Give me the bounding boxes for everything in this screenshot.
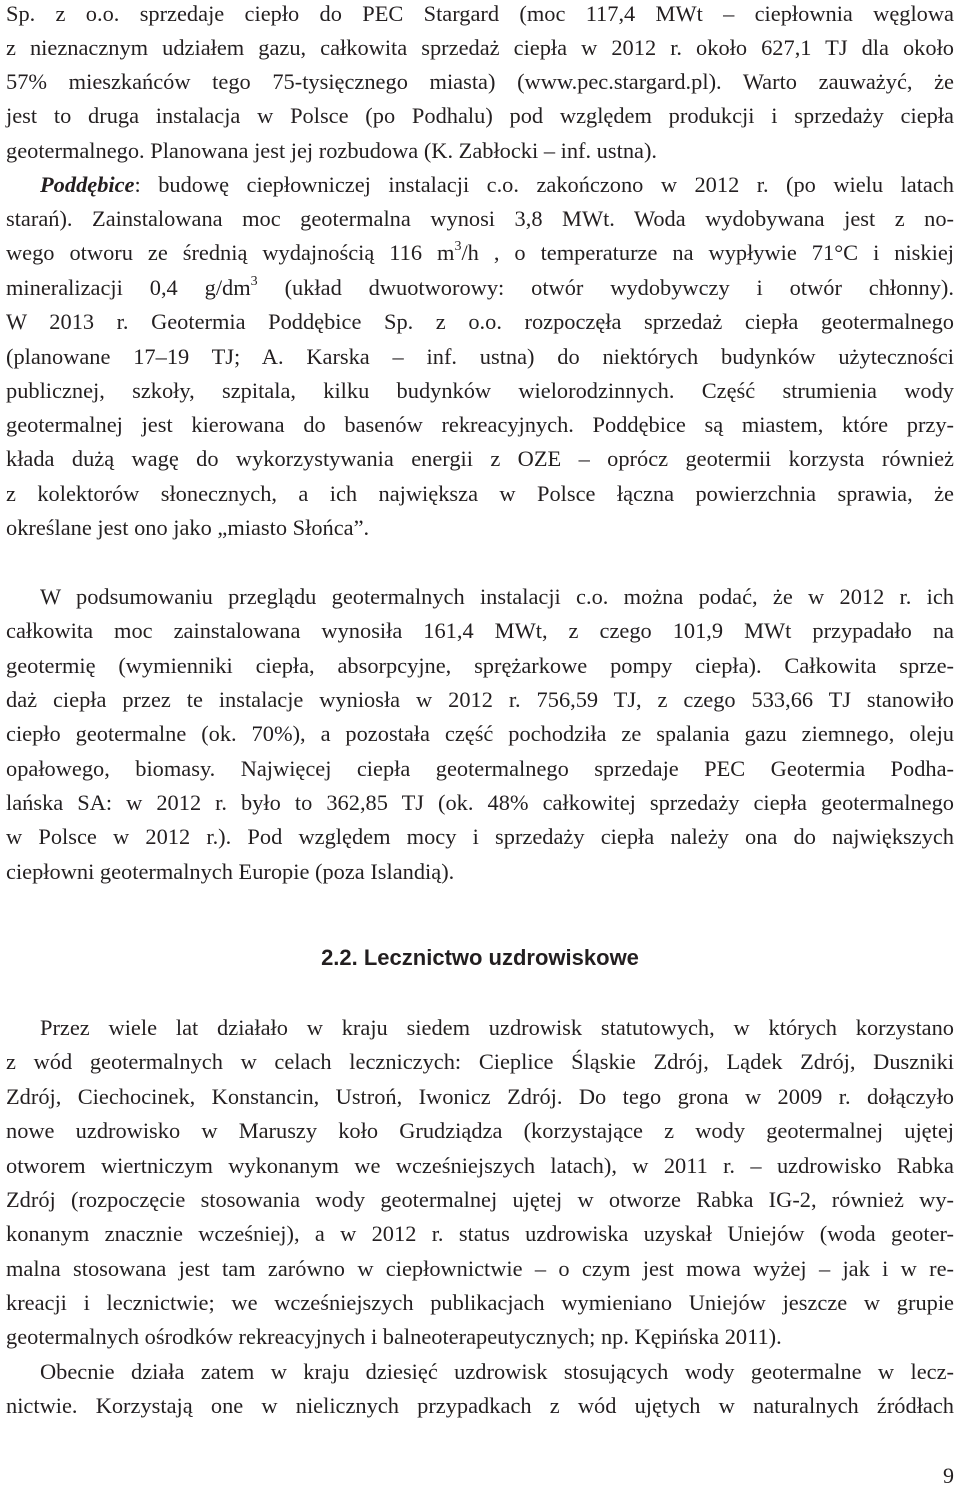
paragraph-line: nictwie. Korzystają one w nielicznych przypadkach z wód ujętych w naturalnych źródłach (6, 1393, 954, 1418)
paragraph-line: Zdrój (rozpoczęcie stosowania wody geotermalnej ujętej w otworze Rabka IG-2, również wy- (6, 1187, 954, 1212)
paragraph-line: 57% mieszkańców tego 75-tysięcznego miasta) (www.pec.stargard.pl). Warto zauważyć, że (6, 69, 954, 94)
paragraph-line: geotermię (wymienniki ciepła, absorpcyjne, sprężarkowe pompy ciepła). Całkowita sprze- (6, 653, 954, 678)
page-number: 9 (943, 1463, 954, 1488)
paragraph-line: geotermalnego. Planowana jest jej rozbudowa (K. Zabłocki – inf. ustna). (6, 138, 658, 163)
paragraph-line: geotermalnych ośrodków rekreacyjnych i balneoterapeutycznych; np. Kępińska 2011). (6, 1324, 782, 1349)
paragraph-line (6, 271, 954, 305)
paragraph-line (6, 168, 954, 202)
paragraph-line: W 2013 r. Geotermia Poddębice Sp. z o.o. rozpoczęła sprzedaż ciepła geotermalnego (6, 309, 954, 334)
paragraph-line: Obecnie działa zatem w kraju dziesięć uzdrowisk stosujących wody geotermalne w lecz- (40, 1359, 954, 1384)
paragraph-line: opałowego, biomasy. Najwięcej ciepła geotermalnego sprzedaje PEC Geotermia Podha- (6, 756, 954, 781)
paragraph-line: otworem wiertniczym wykonanym we wcześniejszych latach), w 2011 r. – uzdrowisko Rabka (6, 1153, 954, 1178)
paragraph-line: Sp. z o.o. sprzedaje ciepło do PEC Stargard (moc 117,4 MWt – ciepłownia węglowa (6, 1, 954, 26)
superscript: 3 (250, 273, 258, 289)
paragraph-line: z kolektorów słonecznych, a ich największa w Polsce łączna powierzchnia sprawia, że (6, 481, 954, 506)
paragraph-line: W podsumowaniu przeglądu geotermalnych instalacji c.o. można podać, że w 2012 r. ich (40, 584, 954, 609)
paragraph-line: nowe uzdrowisko w Maruszy koło Grudziądza (korzystające z wody geotermalnej ujętej (6, 1118, 954, 1143)
paragraph-line: całkowita moc zainstalowana wynosiła 161,4 MWt, z czego 101,9 MWt przypadało na (6, 618, 954, 643)
paragraph-line: w Polsce w 2012 r.). Pod względem mocy i sprzedaży ciepła należy ona do największych (6, 824, 954, 849)
paragraph-text: (układ dwuotworowy: otwór wydobywczy i otwór chłonny). (257, 275, 954, 300)
paragraph-line: malna stosowana jest tam zarówno w ciepłownictwie – o czym jest mowa wyżej – jak i w re- (6, 1256, 954, 1281)
paragraph-line (6, 236, 954, 270)
superscript: 3 (454, 238, 462, 254)
paragraph-line: ciepłowni geotermalnych Europie (poza Islandią). (6, 859, 455, 884)
paragraph-line: określane jest ono jako „miasto Słońca”. (6, 515, 370, 540)
paragraph-text: /h , o temperaturze na wypływie 71°C i niskiej (461, 240, 954, 265)
paragraph-line: Przez wiele lat działało w kraju siedem uzdrowisk statutowych, w których korzystano (40, 1015, 954, 1040)
paragraph-text: : budowę ciepłowniczej instalacji c.o. zakończono w 2012 r. (po wielu latach (134, 172, 954, 197)
paragraph-line: konanym znacznie wcześniej), a w 2012 r. status uzdrowiska uzyskał Uniejów (woda geoter- (6, 1221, 954, 1246)
paragraph-line: lańska SA: w 2012 r. było to 362,85 TJ (ok. 48% całkowitej sprzedaży ciepła geotermalnego (6, 790, 954, 815)
paragraph-line: publicznej, szkoły, szpitala, kilku budynków wielorodzinnych. Część strumienia wody (6, 378, 954, 403)
paragraph-line: z wód geotermalnych w celach leczniczych: Cieplice Śląskie Zdrój, Lądek Zdrój, Duszniki (6, 1049, 954, 1074)
paragraph-line: kłada dużą wagę do wykorzystywania energii z OZE – oprócz geotermii korzysta również (6, 446, 954, 471)
paragraph-line: Zdrój, Ciechocinek, Konstancin, Ustroń, Iwonicz Zdrój. Do tego grona w 2009 r. dołączyło (6, 1084, 954, 1109)
paragraph-line: ciepło geotermalne (ok. 70%), a pozostała część pochodziła ze spalania gazu ziemnego, oleju (6, 721, 954, 746)
paragraph-text: wego otworu ze średnią wydajnością 116 m (6, 240, 455, 265)
paragraph-line: (planowane 17–19 TJ; A. Karska – inf. ustna) do niektórych budynków użyteczności (6, 344, 954, 369)
paragraph-text: mineralizacji 0,4 g/dm (6, 275, 251, 300)
paragraph-line: kreacji i lecznictwie; we wcześniejszych publikacjach wymieniano Uniejów jeszcze w grupie (6, 1290, 954, 1315)
paragraph-line: jest to druga instalacja w Polsce (po Podhalu) pod względem produkcji i sprzedaży ciepła (6, 103, 954, 128)
paragraph-line: geotermalnej jest kierowana do basenów rekreacyjnych. Poddębice są miastem, które przy- (6, 412, 954, 437)
section-heading: 2.2. Lecznictwo uzdrowiskowe (321, 945, 639, 970)
paragraph-line: starań). Zainstalowana moc geotermalna wynosi 3,8 MWt. Woda wydobywana jest z no- (6, 206, 954, 231)
paragraph-line: daż ciepła przez te instalacje wyniosła w 2012 r. 756,59 TJ, z czego 533,66 TJ stanowiło (6, 687, 954, 712)
place-name: Poddębice (40, 172, 135, 197)
paragraph-line: z nieznacznym udziałem gazu, całkowita sprzedaż ciepła w 2012 r. około 627,1 TJ dla około (6, 35, 954, 60)
